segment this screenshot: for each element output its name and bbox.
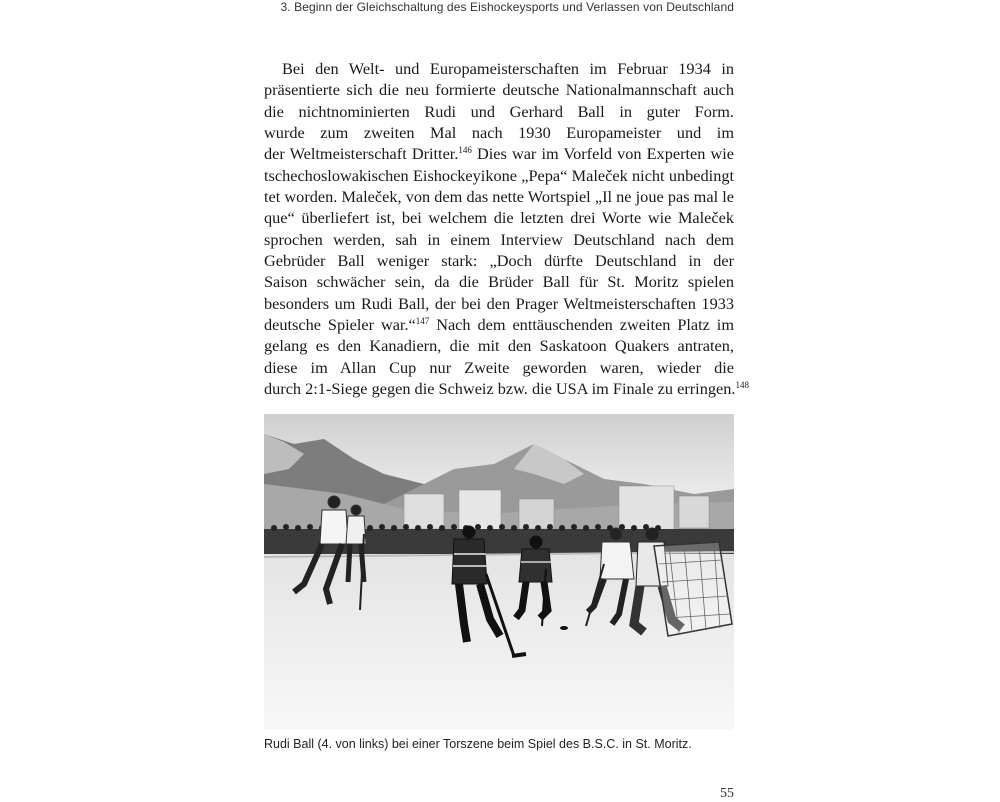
text-line: der Weltmeisterschaft Dritter.$^{146}$ Dies war im Vorfeld von Experten wie <box>264 144 734 164</box>
text-line: die nichtnominierten Rudi und Gerhard Ball in guter Form. <box>264 101 734 121</box>
building <box>679 496 709 528</box>
page-number: 55 <box>720 786 734 801</box>
puck <box>560 626 568 630</box>
text-line: Gebrüder Ball weniger stark: „Doch dürfte Deutschland in der <box>264 251 734 271</box>
text-line: präsentierte sich die neu formierte deutsche Nationalmannschaft auch <box>264 80 734 100</box>
building <box>404 494 444 529</box>
goal-net <box>654 542 732 636</box>
running-head: 3. Beginn der Gleichschaltung des Eishockeysports und Verlassen von Deutschland <box>280 0 734 14</box>
text-line: wurde zum zweiten Mal nach 1930 Europameister und im <box>264 123 734 143</box>
building <box>459 490 501 530</box>
hockey-photo <box>264 414 734 730</box>
text-line: durch 2:1-Siege gegen die Schweiz bzw. die USA im Finale zu erringen.$^{148}$ <box>264 379 749 399</box>
figure-caption: Rudi Ball (4. von links) bei einer Torszene beim Spiel des B.S.C. in St. Moritz. <box>264 737 692 751</box>
text-line: tschechoslowakischen Eishockeyikone „Pepa“ Maleček nicht unbedingt <box>264 165 734 185</box>
body-paragraph <box>264 58 749 400</box>
footnote-ref[interactable]: 146 <box>458 145 472 156</box>
text-line: gelang es den Kanadiern, die mit den Saskatoon Quakers antraten, <box>264 336 734 356</box>
text-line: que“ überliefert ist, bei welchem die letzten drei Worte wie Maleček <box>264 208 734 228</box>
footnote-ref[interactable]: 147 <box>415 316 430 327</box>
text-line: sprochen werden, sah in einem Interview Deutschland nach dem <box>264 229 734 249</box>
footnote-ref[interactable]: 148 <box>735 380 749 391</box>
text-line: besonders um Rudi Ball, der bei den Prager Weltmeisterschaften 1933 <box>264 293 734 313</box>
text-line: Saison schwächer sein, da die Brüder Ball für St. Moritz spielen <box>264 272 734 292</box>
text-line: Bei den Welt- und Europameisterschaften im Februar 1934 in <box>282 59 734 78</box>
text-line: tet worden. Maleček, von dem das nette Wortspiel „Il ne joue pas mal le <box>264 187 734 207</box>
text-line: deutsche Spieler war.“$^{147}$ Nach dem enttäuschenden zweiten Platz im <box>264 315 734 335</box>
building <box>619 486 674 530</box>
text-line: diese im Allan Cup nur Zweite geworden waren, wieder die <box>264 357 734 377</box>
